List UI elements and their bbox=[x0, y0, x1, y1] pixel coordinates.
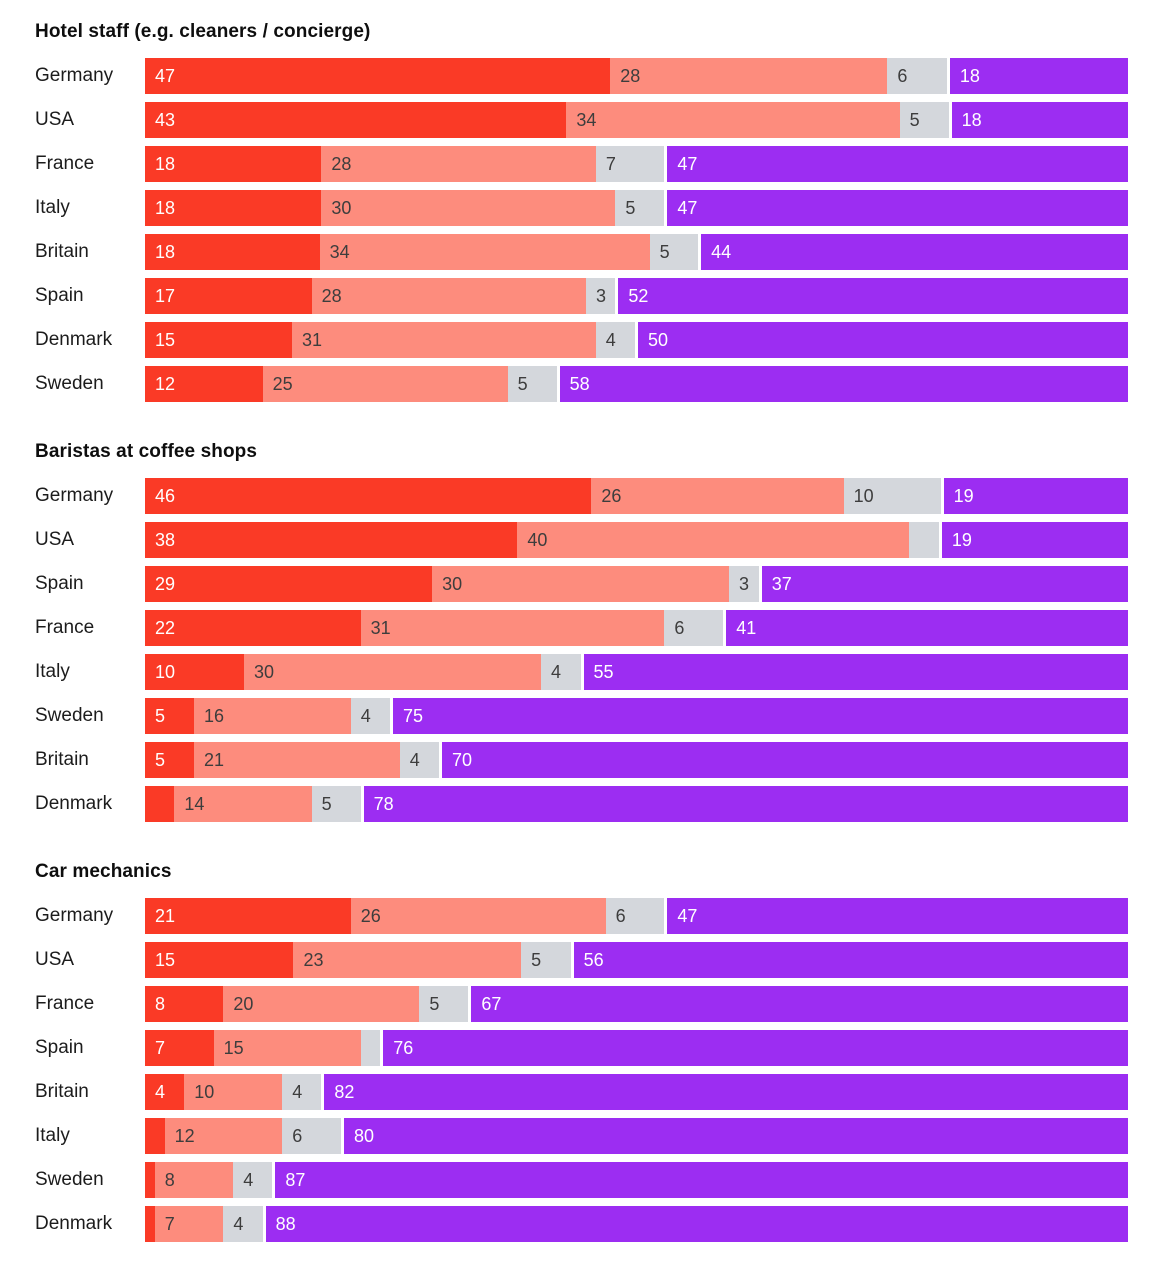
bar-segment-salmon bbox=[320, 234, 650, 270]
bar-row bbox=[35, 1118, 1128, 1154]
bar-segment-purple bbox=[664, 898, 1128, 934]
bar-segment-red bbox=[145, 478, 591, 514]
bar-segment-purple bbox=[263, 1206, 1128, 1242]
segment-value-label: 4 bbox=[360, 706, 371, 726]
stacked-bar-chart bbox=[35, 22, 1128, 1242]
bar-segment-salmon bbox=[361, 610, 665, 646]
stacked-bar bbox=[145, 986, 1128, 1022]
stacked-bar bbox=[145, 146, 1128, 182]
segment-value-label: 26 bbox=[601, 486, 622, 506]
bar-row bbox=[35, 566, 1128, 602]
stacked-bar bbox=[145, 898, 1128, 934]
bar-segment-gray bbox=[312, 786, 361, 822]
bar-segment-purple bbox=[947, 58, 1128, 94]
stacked-bar bbox=[145, 786, 1128, 822]
category-label: Sweden bbox=[35, 705, 104, 726]
bar-segment-salmon bbox=[610, 58, 887, 94]
stacked-bar bbox=[145, 478, 1128, 514]
bar-segment-red bbox=[145, 1162, 155, 1198]
bar-segment-red bbox=[145, 786, 174, 822]
segment-value-label: 6 bbox=[292, 1126, 303, 1146]
bar-row bbox=[35, 1162, 1128, 1198]
bar-segment-gray bbox=[900, 102, 949, 138]
segment-value-label: 56 bbox=[583, 950, 604, 970]
segment-value-label: 5 bbox=[321, 794, 332, 814]
segment-value-label: 21 bbox=[204, 750, 225, 770]
category-label: Italy bbox=[35, 661, 70, 682]
bar-segment-salmon bbox=[517, 522, 909, 558]
segment-value-label: 29 bbox=[155, 574, 176, 594]
bar-segment-gray bbox=[400, 742, 439, 778]
section-title-hotel-staff: Hotel staff (e.g. cleaners / concierge) bbox=[35, 21, 371, 42]
category-label: Spain bbox=[35, 285, 84, 306]
bar-row bbox=[35, 102, 1128, 138]
stacked-bar bbox=[145, 58, 1128, 94]
bar-segment-purple bbox=[581, 654, 1128, 690]
bar-segment-red bbox=[145, 1206, 155, 1242]
segment-value-label: 47 bbox=[155, 66, 176, 86]
bar-row bbox=[35, 1030, 1128, 1066]
bar-row bbox=[35, 278, 1128, 314]
bar-segment-red bbox=[145, 322, 292, 358]
segment-value-label: 47 bbox=[677, 154, 698, 174]
bar-segment-salmon bbox=[194, 698, 351, 734]
category-label: Italy bbox=[35, 197, 70, 218]
category-label: Denmark bbox=[35, 329, 113, 350]
segment-value-label: 6 bbox=[897, 66, 908, 86]
bar-segment-purple bbox=[664, 146, 1128, 182]
bar-segment-gray bbox=[596, 146, 665, 182]
category-label: Spain bbox=[35, 1037, 84, 1058]
segment-value-label: 75 bbox=[403, 706, 424, 726]
segment-value-label: 20 bbox=[233, 994, 254, 1014]
bar-segment-purple bbox=[939, 522, 1128, 558]
category-label: France bbox=[35, 153, 95, 174]
segment-value-label: 70 bbox=[452, 750, 473, 770]
segment-value-label: 12 bbox=[155, 374, 176, 394]
stacked-bar bbox=[145, 610, 1128, 646]
bar-segment-purple bbox=[321, 1074, 1128, 1110]
segment-value-label: 18 bbox=[959, 66, 980, 86]
bar-segment-red bbox=[145, 698, 194, 734]
segment-value-label: 4 bbox=[605, 330, 616, 350]
bar-segment-salmon bbox=[174, 786, 311, 822]
segment-value-label: 30 bbox=[331, 198, 352, 218]
segment-value-label: 18 bbox=[155, 154, 176, 174]
segment-value-label: 4 bbox=[550, 662, 561, 682]
segment-value-label: 44 bbox=[711, 242, 732, 262]
bar-rows-car-mechanics bbox=[35, 898, 1128, 1242]
segment-value-label: 55 bbox=[593, 662, 614, 682]
bar-segment-gray bbox=[223, 1206, 262, 1242]
segment-value-label: 40 bbox=[527, 530, 548, 550]
bar-row bbox=[35, 610, 1128, 646]
stacked-bar bbox=[145, 1162, 1128, 1198]
bar-row bbox=[35, 698, 1128, 734]
bar-segment-purple bbox=[949, 102, 1128, 138]
stacked-bar bbox=[145, 1206, 1128, 1242]
section-baristas bbox=[35, 442, 1128, 822]
bar-segment-gray bbox=[650, 234, 699, 270]
bar-segment-purple bbox=[468, 986, 1128, 1022]
bar-segment-red bbox=[145, 146, 321, 182]
segment-value-label: 3 bbox=[739, 574, 750, 594]
segment-value-label: 4 bbox=[233, 1214, 244, 1234]
segment-value-label: 52 bbox=[628, 286, 649, 306]
bar-segment-purple bbox=[390, 698, 1128, 734]
bar-row bbox=[35, 58, 1128, 94]
segment-value-label: 18 bbox=[961, 110, 982, 130]
segment-value-label: 10 bbox=[155, 662, 176, 682]
bar-segment-purple bbox=[759, 566, 1128, 602]
bar-segment-salmon bbox=[214, 1030, 361, 1066]
category-label: Denmark bbox=[35, 793, 113, 814]
bar-segment-red bbox=[145, 610, 361, 646]
bar-segment-salmon bbox=[566, 102, 899, 138]
bar-row bbox=[35, 322, 1128, 358]
bar-segment-salmon bbox=[223, 986, 419, 1022]
bar-segment-gray bbox=[664, 610, 723, 646]
stacked-bar bbox=[145, 942, 1128, 978]
bar-segment-gray bbox=[282, 1074, 321, 1110]
bar-segment-gray bbox=[419, 986, 468, 1022]
bar-segment-salmon bbox=[432, 566, 729, 602]
category-label: Germany bbox=[35, 905, 114, 926]
segment-value-label: 5 bbox=[659, 242, 670, 262]
segment-value-label: 87 bbox=[285, 1170, 306, 1190]
segment-value-label: 5 bbox=[429, 994, 440, 1014]
bar-segment-purple bbox=[341, 1118, 1128, 1154]
category-label: Britain bbox=[35, 749, 89, 770]
bar-segment-purple bbox=[439, 742, 1128, 778]
segment-value-label: 34 bbox=[576, 110, 597, 130]
bar-row bbox=[35, 1074, 1128, 1110]
bar-row bbox=[35, 522, 1128, 558]
category-label: USA bbox=[35, 529, 75, 550]
segment-value-label: 76 bbox=[393, 1038, 414, 1058]
bar-row bbox=[35, 786, 1128, 822]
bar-segment-red bbox=[145, 278, 312, 314]
bar-row bbox=[35, 654, 1128, 690]
bar-segment-purple bbox=[557, 366, 1128, 402]
stacked-bar bbox=[145, 190, 1128, 226]
bar-row bbox=[35, 234, 1128, 270]
segment-value-label: 3 bbox=[596, 286, 607, 306]
segment-value-label: 6 bbox=[674, 618, 685, 638]
section-title-car-mechanics: Car mechanics bbox=[35, 861, 172, 882]
segment-value-label: 12 bbox=[174, 1126, 195, 1146]
bar-segment-purple bbox=[664, 190, 1128, 226]
category-label: Germany bbox=[35, 65, 114, 86]
bar-segment-gray bbox=[596, 322, 635, 358]
category-label: Sweden bbox=[35, 1169, 104, 1190]
segment-value-label: 4 bbox=[155, 1082, 166, 1102]
bar-row bbox=[35, 146, 1128, 182]
bar-segment-salmon bbox=[155, 1206, 224, 1242]
segment-value-label: 34 bbox=[329, 242, 350, 262]
bar-segment-salmon bbox=[194, 742, 400, 778]
bar-segment-gray bbox=[282, 1118, 341, 1154]
bar-segment-salmon bbox=[155, 1162, 233, 1198]
segment-value-label: 16 bbox=[204, 706, 225, 726]
bar-segment-gray bbox=[586, 278, 615, 314]
category-label: Sweden bbox=[35, 373, 104, 394]
segment-value-label: 30 bbox=[253, 662, 275, 682]
bar-segment-salmon bbox=[292, 322, 596, 358]
stacked-bar bbox=[145, 1074, 1128, 1110]
bar-segment-red bbox=[145, 522, 517, 558]
segment-value-label: 58 bbox=[569, 374, 590, 394]
stacked-bar bbox=[145, 654, 1128, 690]
segment-value-label: 38 bbox=[155, 530, 176, 550]
category-label: France bbox=[35, 617, 95, 638]
segment-value-label: 5 bbox=[155, 750, 166, 770]
segment-value-label: 28 bbox=[620, 66, 641, 86]
category-label: Britain bbox=[35, 1081, 89, 1102]
bar-segment-salmon bbox=[351, 898, 606, 934]
segment-value-label: 5 bbox=[625, 198, 636, 218]
category-label: USA bbox=[35, 109, 75, 130]
segment-value-label: 21 bbox=[155, 906, 176, 926]
segment-value-label: 23 bbox=[303, 950, 324, 970]
bar-segment-red bbox=[145, 1030, 214, 1066]
bar-row bbox=[35, 366, 1128, 402]
bar-segment-salmon bbox=[165, 1118, 283, 1154]
bar-row bbox=[35, 986, 1128, 1022]
stacked-bar bbox=[145, 278, 1128, 314]
bar-segment-purple bbox=[723, 610, 1128, 646]
segment-value-label: 10 bbox=[194, 1082, 215, 1102]
bar-segment-red bbox=[145, 986, 223, 1022]
segment-value-label: 31 bbox=[302, 330, 323, 350]
stacked-bar bbox=[145, 698, 1128, 734]
bar-segment-red bbox=[145, 102, 566, 138]
segment-value-label: 28 bbox=[331, 154, 352, 174]
segment-value-label: 15 bbox=[155, 330, 176, 350]
segment-value-label: 67 bbox=[481, 994, 502, 1014]
segment-value-label: 22 bbox=[155, 618, 176, 638]
bar-segment-gray bbox=[351, 698, 390, 734]
bar-segment-gray bbox=[615, 190, 664, 226]
bar-row bbox=[35, 742, 1128, 778]
segment-value-label: 78 bbox=[373, 794, 394, 814]
bar-segment-purple bbox=[615, 278, 1128, 314]
bar-segment-gray bbox=[844, 478, 941, 514]
bar-segment-purple bbox=[698, 234, 1128, 270]
segment-value-label: 4 bbox=[292, 1082, 303, 1102]
stacked-bar bbox=[145, 566, 1128, 602]
section-car-mechanics bbox=[35, 862, 1128, 1242]
bar-segment-red bbox=[145, 366, 263, 402]
segment-value-label: 7 bbox=[605, 154, 616, 174]
segment-value-label: 50 bbox=[648, 330, 669, 350]
bar-segment-red bbox=[145, 234, 320, 270]
stacked-bar bbox=[145, 322, 1128, 358]
segment-value-label: 25 bbox=[272, 374, 293, 394]
segment-value-label: 80 bbox=[353, 1126, 375, 1146]
segment-value-label: 8 bbox=[155, 994, 166, 1014]
category-label: France bbox=[35, 993, 95, 1014]
bar-segment-salmon bbox=[321, 146, 595, 182]
bar-segment-purple bbox=[361, 786, 1128, 822]
bar-segment-salmon bbox=[263, 366, 508, 402]
segment-value-label: 5 bbox=[909, 110, 920, 130]
segment-value-label: 6 bbox=[615, 906, 626, 926]
stacked-bar bbox=[145, 1030, 1128, 1066]
segment-value-label: 47 bbox=[677, 198, 698, 218]
segment-value-label: 4 bbox=[243, 1170, 254, 1190]
bar-segment-salmon bbox=[293, 942, 521, 978]
bar-row bbox=[35, 1206, 1128, 1242]
bar-segment-red bbox=[145, 190, 321, 226]
bar-segment-red bbox=[145, 942, 293, 978]
bar-segment-purple bbox=[380, 1030, 1128, 1066]
section-title-baristas: Baristas at coffee shops bbox=[35, 441, 258, 462]
segment-value-label: 15 bbox=[155, 950, 176, 970]
bar-segment-salmon bbox=[312, 278, 586, 314]
segment-value-label: 17 bbox=[155, 286, 176, 306]
segment-value-label: 31 bbox=[370, 618, 391, 638]
bar-row bbox=[35, 478, 1128, 514]
bar-segment-red bbox=[145, 654, 244, 690]
bar-row bbox=[35, 942, 1128, 978]
segment-value-label: 37 bbox=[771, 574, 792, 594]
stacked-bar bbox=[145, 522, 1128, 558]
bar-segment-gray bbox=[909, 522, 938, 558]
segment-value-label: 19 bbox=[953, 486, 974, 506]
bar-segment-purple bbox=[272, 1162, 1128, 1198]
bar-segment-gray bbox=[729, 566, 759, 602]
segment-value-label: 18 bbox=[155, 242, 176, 262]
stacked-bar bbox=[145, 102, 1128, 138]
bar-segment-purple bbox=[635, 322, 1128, 358]
bar-segment-gray bbox=[541, 654, 581, 690]
bar-segment-red bbox=[145, 58, 610, 94]
segment-value-label: 26 bbox=[360, 906, 381, 926]
stacked-bar bbox=[145, 742, 1128, 778]
segment-value-label: 4 bbox=[409, 750, 420, 770]
segment-value-label: 28 bbox=[321, 286, 342, 306]
stacked-bar bbox=[145, 366, 1128, 402]
bar-segment-purple bbox=[571, 942, 1128, 978]
bar-segment-gray bbox=[521, 942, 571, 978]
segment-value-label: 43 bbox=[155, 110, 176, 130]
segment-value-label: 5 bbox=[155, 706, 166, 726]
bar-row bbox=[35, 898, 1128, 934]
stacked-bar bbox=[145, 234, 1128, 270]
segment-value-label: 41 bbox=[736, 618, 757, 638]
bar-segment-salmon bbox=[591, 478, 843, 514]
segment-value-label: 5 bbox=[531, 950, 542, 970]
segment-value-label: 10 bbox=[853, 486, 874, 506]
bar-segment-red bbox=[145, 1118, 165, 1154]
category-label: Spain bbox=[35, 573, 84, 594]
segment-value-label: 46 bbox=[155, 486, 176, 506]
segment-value-label: 18 bbox=[155, 198, 176, 218]
stacked-bar bbox=[145, 1118, 1128, 1154]
bar-segment-gray bbox=[508, 366, 557, 402]
section-hotel-staff bbox=[35, 22, 1128, 402]
bar-segment-gray bbox=[233, 1162, 272, 1198]
segment-value-label: 88 bbox=[275, 1214, 296, 1234]
bar-segment-salmon bbox=[244, 654, 541, 690]
segment-value-label: 30 bbox=[442, 574, 463, 594]
bar-segment-gray bbox=[361, 1030, 381, 1066]
segment-value-label: 47 bbox=[677, 906, 698, 926]
segment-value-label: 82 bbox=[334, 1082, 355, 1102]
bar-segment-purple bbox=[941, 478, 1128, 514]
category-label: USA bbox=[35, 949, 75, 970]
segment-value-label: 8 bbox=[164, 1170, 175, 1190]
segment-value-label: 7 bbox=[155, 1038, 166, 1058]
category-label: Germany bbox=[35, 485, 114, 506]
segment-value-label: 19 bbox=[951, 530, 972, 550]
segment-value-label: 7 bbox=[164, 1214, 175, 1234]
bar-rows-hotel-staff bbox=[35, 58, 1128, 402]
segment-value-label: 5 bbox=[517, 374, 528, 394]
bar-rows-baristas bbox=[35, 478, 1128, 822]
segment-value-label: 14 bbox=[184, 794, 205, 814]
segment-value-label: 15 bbox=[223, 1038, 244, 1058]
category-label: Denmark bbox=[35, 1213, 113, 1234]
bar-segment-salmon bbox=[321, 190, 615, 226]
category-label: Britain bbox=[35, 241, 89, 262]
bar-segment-gray bbox=[606, 898, 665, 934]
bar-segment-red bbox=[145, 742, 194, 778]
bar-segment-red bbox=[145, 566, 432, 602]
bar-segment-red bbox=[145, 1074, 184, 1110]
bar-segment-gray bbox=[887, 58, 946, 94]
category-label: Italy bbox=[35, 1125, 70, 1146]
bar-row bbox=[35, 190, 1128, 226]
bar-segment-red bbox=[145, 898, 351, 934]
bar-segment-salmon bbox=[184, 1074, 282, 1110]
